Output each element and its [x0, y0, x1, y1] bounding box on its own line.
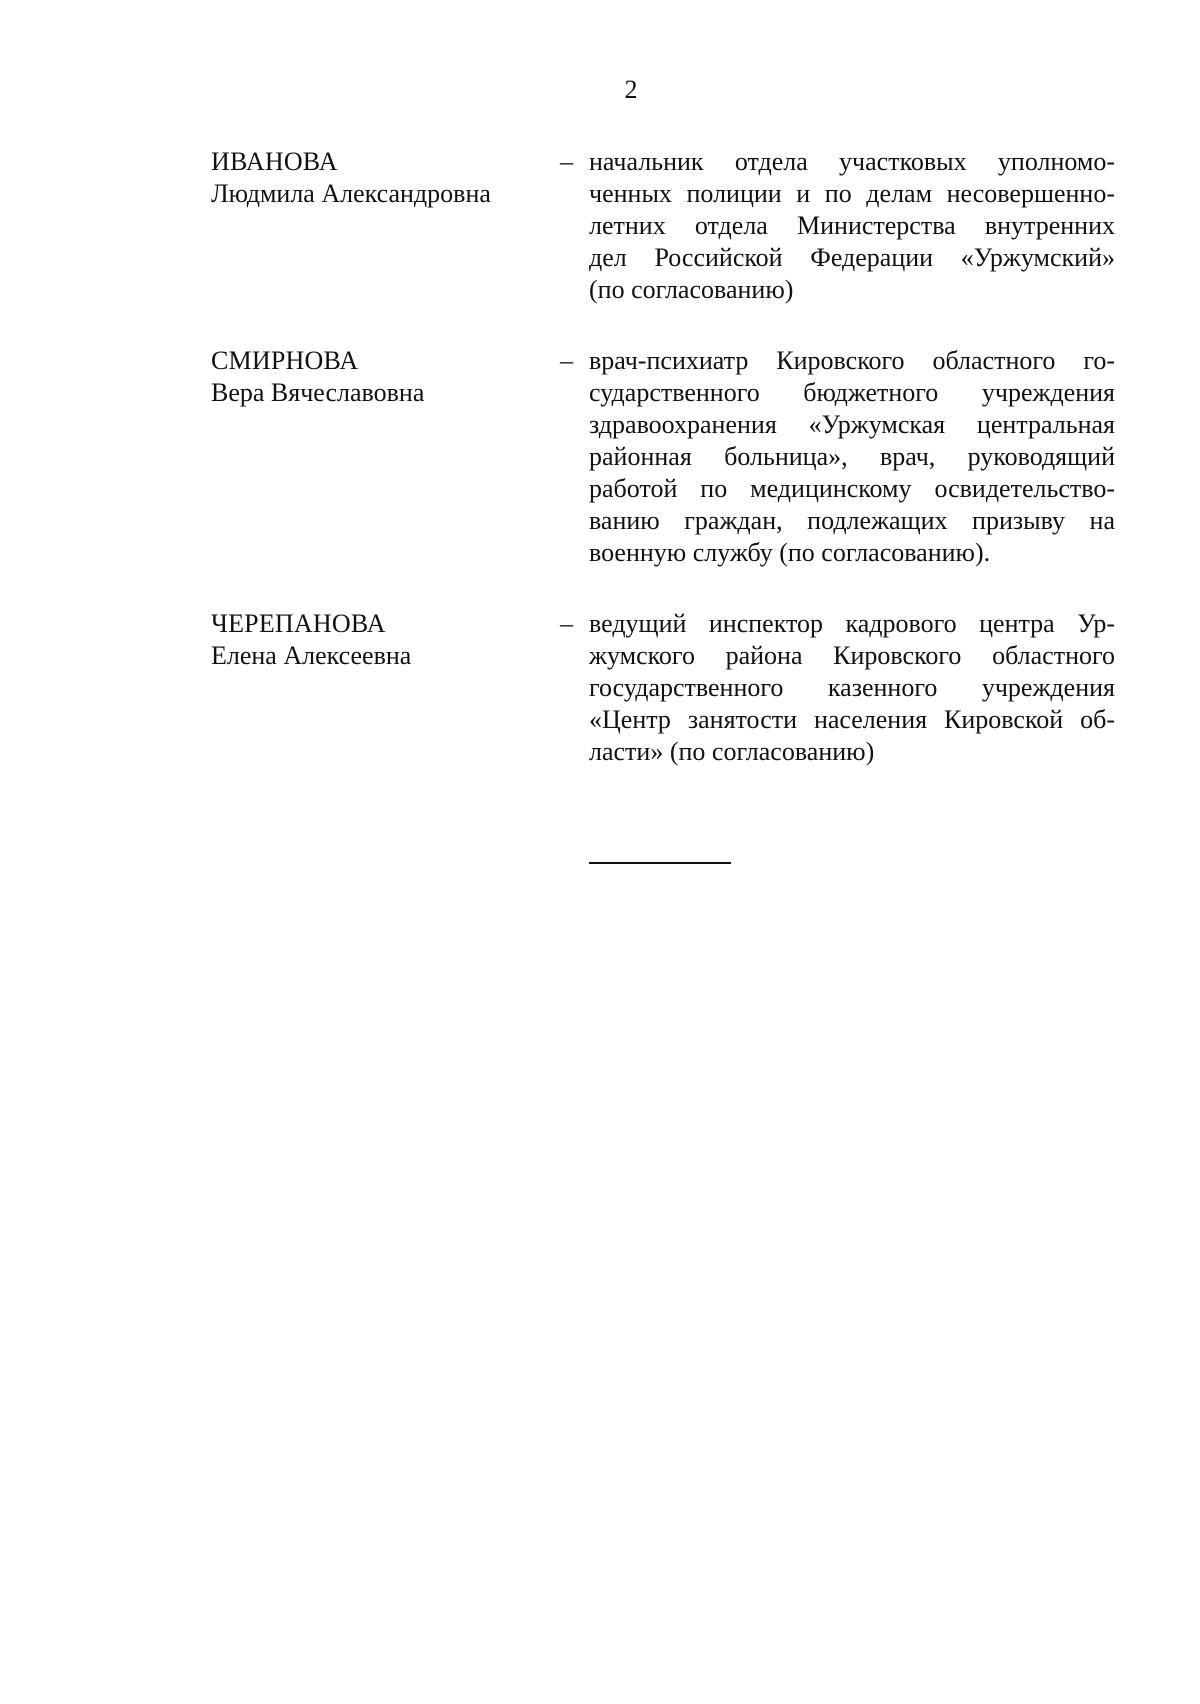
role-line: военную службу (по согласованию).	[589, 538, 991, 567]
role-line: здравоохранения «Уржумская центральная	[589, 410, 1115, 439]
role-line: жумского района Кировского областного	[589, 641, 1115, 670]
role-line: дел Российской Федерации «Уржумский»	[589, 243, 1115, 272]
dash-separator: –	[560, 609, 573, 638]
member-surname: СМИРНОВА	[211, 346, 359, 375]
end-of-list-rule	[589, 862, 731, 864]
role-line: государственного казенного учреждения	[589, 673, 1115, 702]
member-role	[589, 146, 1115, 306]
page-number: 2	[624, 75, 638, 104]
dash-separator: –	[560, 147, 573, 176]
member-surname: ИВАНОВА	[211, 147, 338, 176]
member-given-names: Вера Вячеславовна	[211, 378, 425, 407]
member-given-names: Людмила Александровна	[211, 179, 491, 208]
role-line: летних отдела Министерства внутренних	[589, 211, 1115, 240]
role-line: врач-психиатр Кировского областного го-	[589, 346, 1115, 375]
role-line: работой по медицинскому освидетельство-	[589, 474, 1115, 503]
role-line: районная больница», врач, руководящий	[589, 442, 1115, 471]
role-line: ласти» (по согласованию)	[589, 737, 875, 766]
role-line: (по согласованию)	[589, 275, 794, 304]
member-role	[589, 345, 1115, 569]
role-line: ванию граждан, подлежащих призыву на	[589, 506, 1115, 535]
role-line: ведущий инспектор кадрового центра Ур-	[589, 609, 1115, 638]
member-surname: ЧЕРЕПАНОВА	[211, 609, 386, 638]
member-role	[589, 608, 1115, 768]
role-line: ченных полиции и по делам несовершенно-	[589, 179, 1115, 208]
dash-separator: –	[560, 346, 573, 375]
role-line: «Центр занятости населения Кировской об-	[589, 705, 1115, 734]
role-line: сударственного бюджетного учреждения	[589, 378, 1115, 407]
role-line: начальник отдела участковых уполномо-	[589, 147, 1115, 176]
member-given-names: Елена Алексеевна	[211, 641, 412, 670]
